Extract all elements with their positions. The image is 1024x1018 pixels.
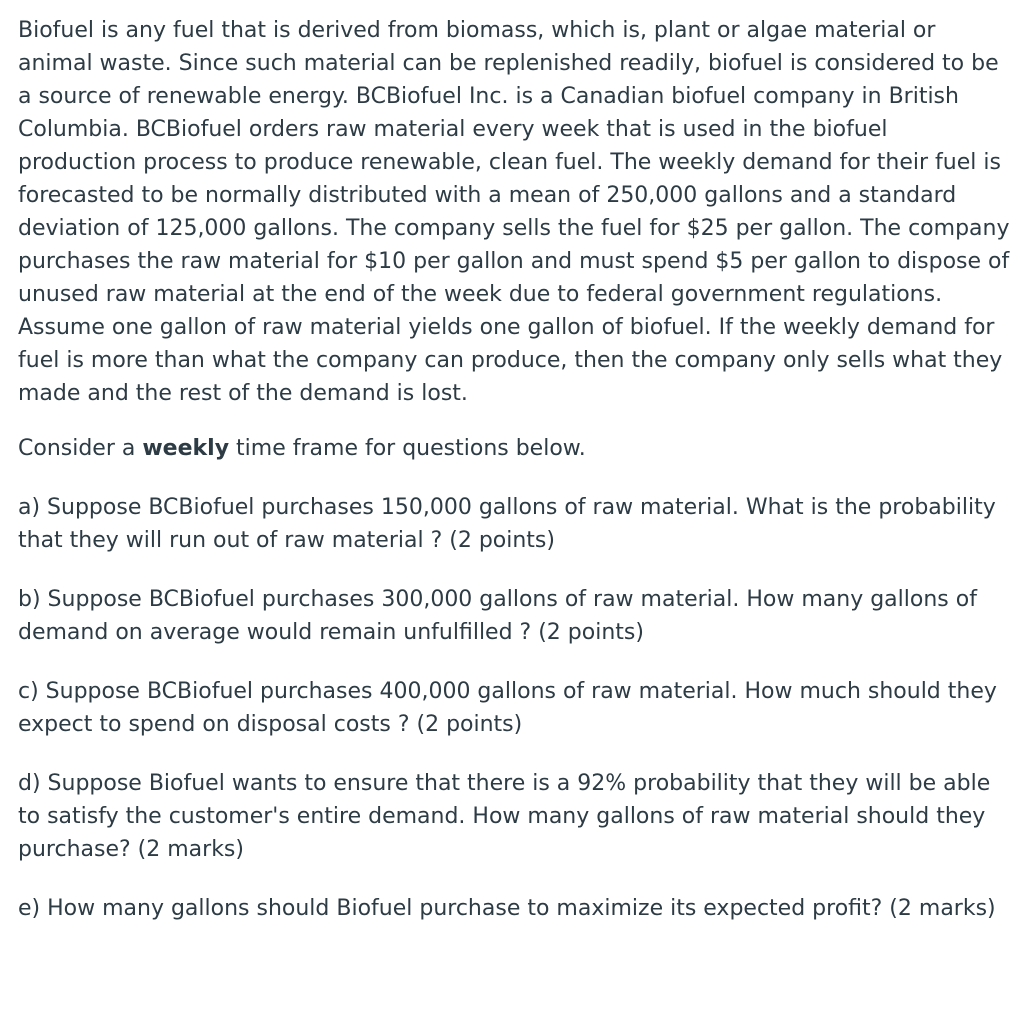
question-d: d) Suppose Biofuel wants to ensure that there is a 92% probability that they will be able to satisfy the customer's entire demand. How many gallons of raw material should they purchase? (2 marks) xyxy=(18,771,991,862)
timeframe-text-before: Consider a xyxy=(18,436,143,461)
problem-intro-paragraph: Biofuel is any fuel that is derived from biomass, which is, plant or algae material or animal waste. Since such material can be replenished readily, biofuel is considered to be a source of renewable energy. BCBiofuel Inc. is a Canadian biofuel company in British Columbia. BCBiofuel orders raw material every week that is used in the biofuel production process to produce renewable, clean fuel. The weekly demand for their fuel is forecasted to be normally distributed with a mean of 250,000 gallons and a standard deviation of 125,000 gallons. The company sells the fuel for $25 per gallon. The company purchases the raw material for $10 per gallon and must spend $5 per gallon to dispose of unused raw material at the end of the week due to federal government regulations. Assume one gallon of raw material yields one gallon of biofuel. If the weekly demand for fuel is more than what the company can produce, then the company only sells what they made and the rest of the demand is lost. xyxy=(18,18,1010,406)
question-e: e) How many gallons should Biofuel purchase to maximize its expected profit? (2 marks) xyxy=(18,896,996,921)
question-c: c) Suppose BCBiofuel purchases 400,000 gallons of raw material. How much should they expect to spend on disposal costs ? (2 points) xyxy=(18,679,997,737)
question-document xyxy=(18,14,1010,925)
timeframe-text-after: time frame for questions below. xyxy=(229,436,586,461)
timeframe-instruction xyxy=(18,432,1010,465)
timeframe-emphasis: weekly xyxy=(142,436,230,461)
question-b: b) Suppose BCBiofuel purchases 300,000 gallons of raw material. How many gallons of demand on average would remain unfulfilled ? (2 points) xyxy=(18,587,977,645)
question-a: a) Suppose BCBiofuel purchases 150,000 gallons of raw material. What is the probability that they will run out of raw material ? (2 points) xyxy=(18,495,996,553)
